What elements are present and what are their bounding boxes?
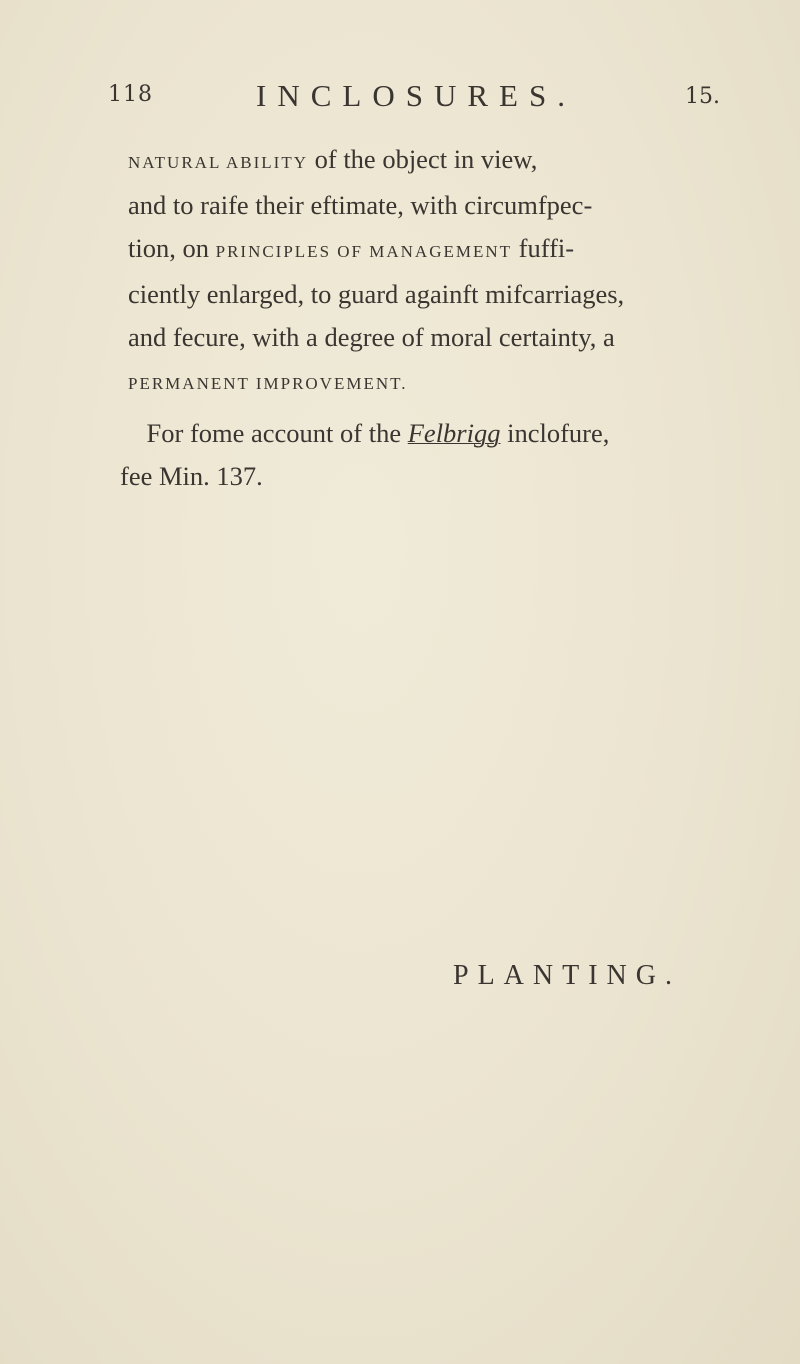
- text-line: and fecure, with a degree of moral certainty, a: [128, 322, 615, 352]
- text-line: [128, 359, 708, 405]
- text-line: fee Min. 137.: [120, 461, 263, 491]
- text-line: ciently enlarged, to guard againft mifcarriages,: [128, 279, 625, 309]
- text-line: [128, 227, 708, 273]
- text-span: For fome account of the: [146, 418, 408, 448]
- running-title: INCLOSURES.: [256, 78, 576, 113]
- running-head: [108, 78, 720, 118]
- paragraph-2: [120, 412, 710, 498]
- small-caps-text: PRINCIPLES OF MANAGEMENT: [215, 242, 513, 261]
- small-caps-text: NATURAL ABILITY: [128, 153, 308, 172]
- text-line: and to raife their eftimate, with circumfpec-: [128, 190, 593, 220]
- text-line: [120, 412, 710, 455]
- section-number: 15.: [685, 84, 720, 109]
- italic-text: Felbrigg: [407, 418, 501, 448]
- page-number: 118: [108, 82, 153, 107]
- text-line: [128, 138, 708, 184]
- text-span: of the object in view,: [308, 144, 538, 174]
- next-section-heading: PLANTING.: [453, 960, 681, 991]
- text-span: fuffi-: [512, 233, 575, 263]
- text-span: tion, on: [128, 233, 216, 263]
- small-caps-text: PERMANENT IMPROVEMENT.: [128, 374, 408, 393]
- text-span: inclofure,: [500, 418, 610, 448]
- paragraph-1: [128, 138, 708, 405]
